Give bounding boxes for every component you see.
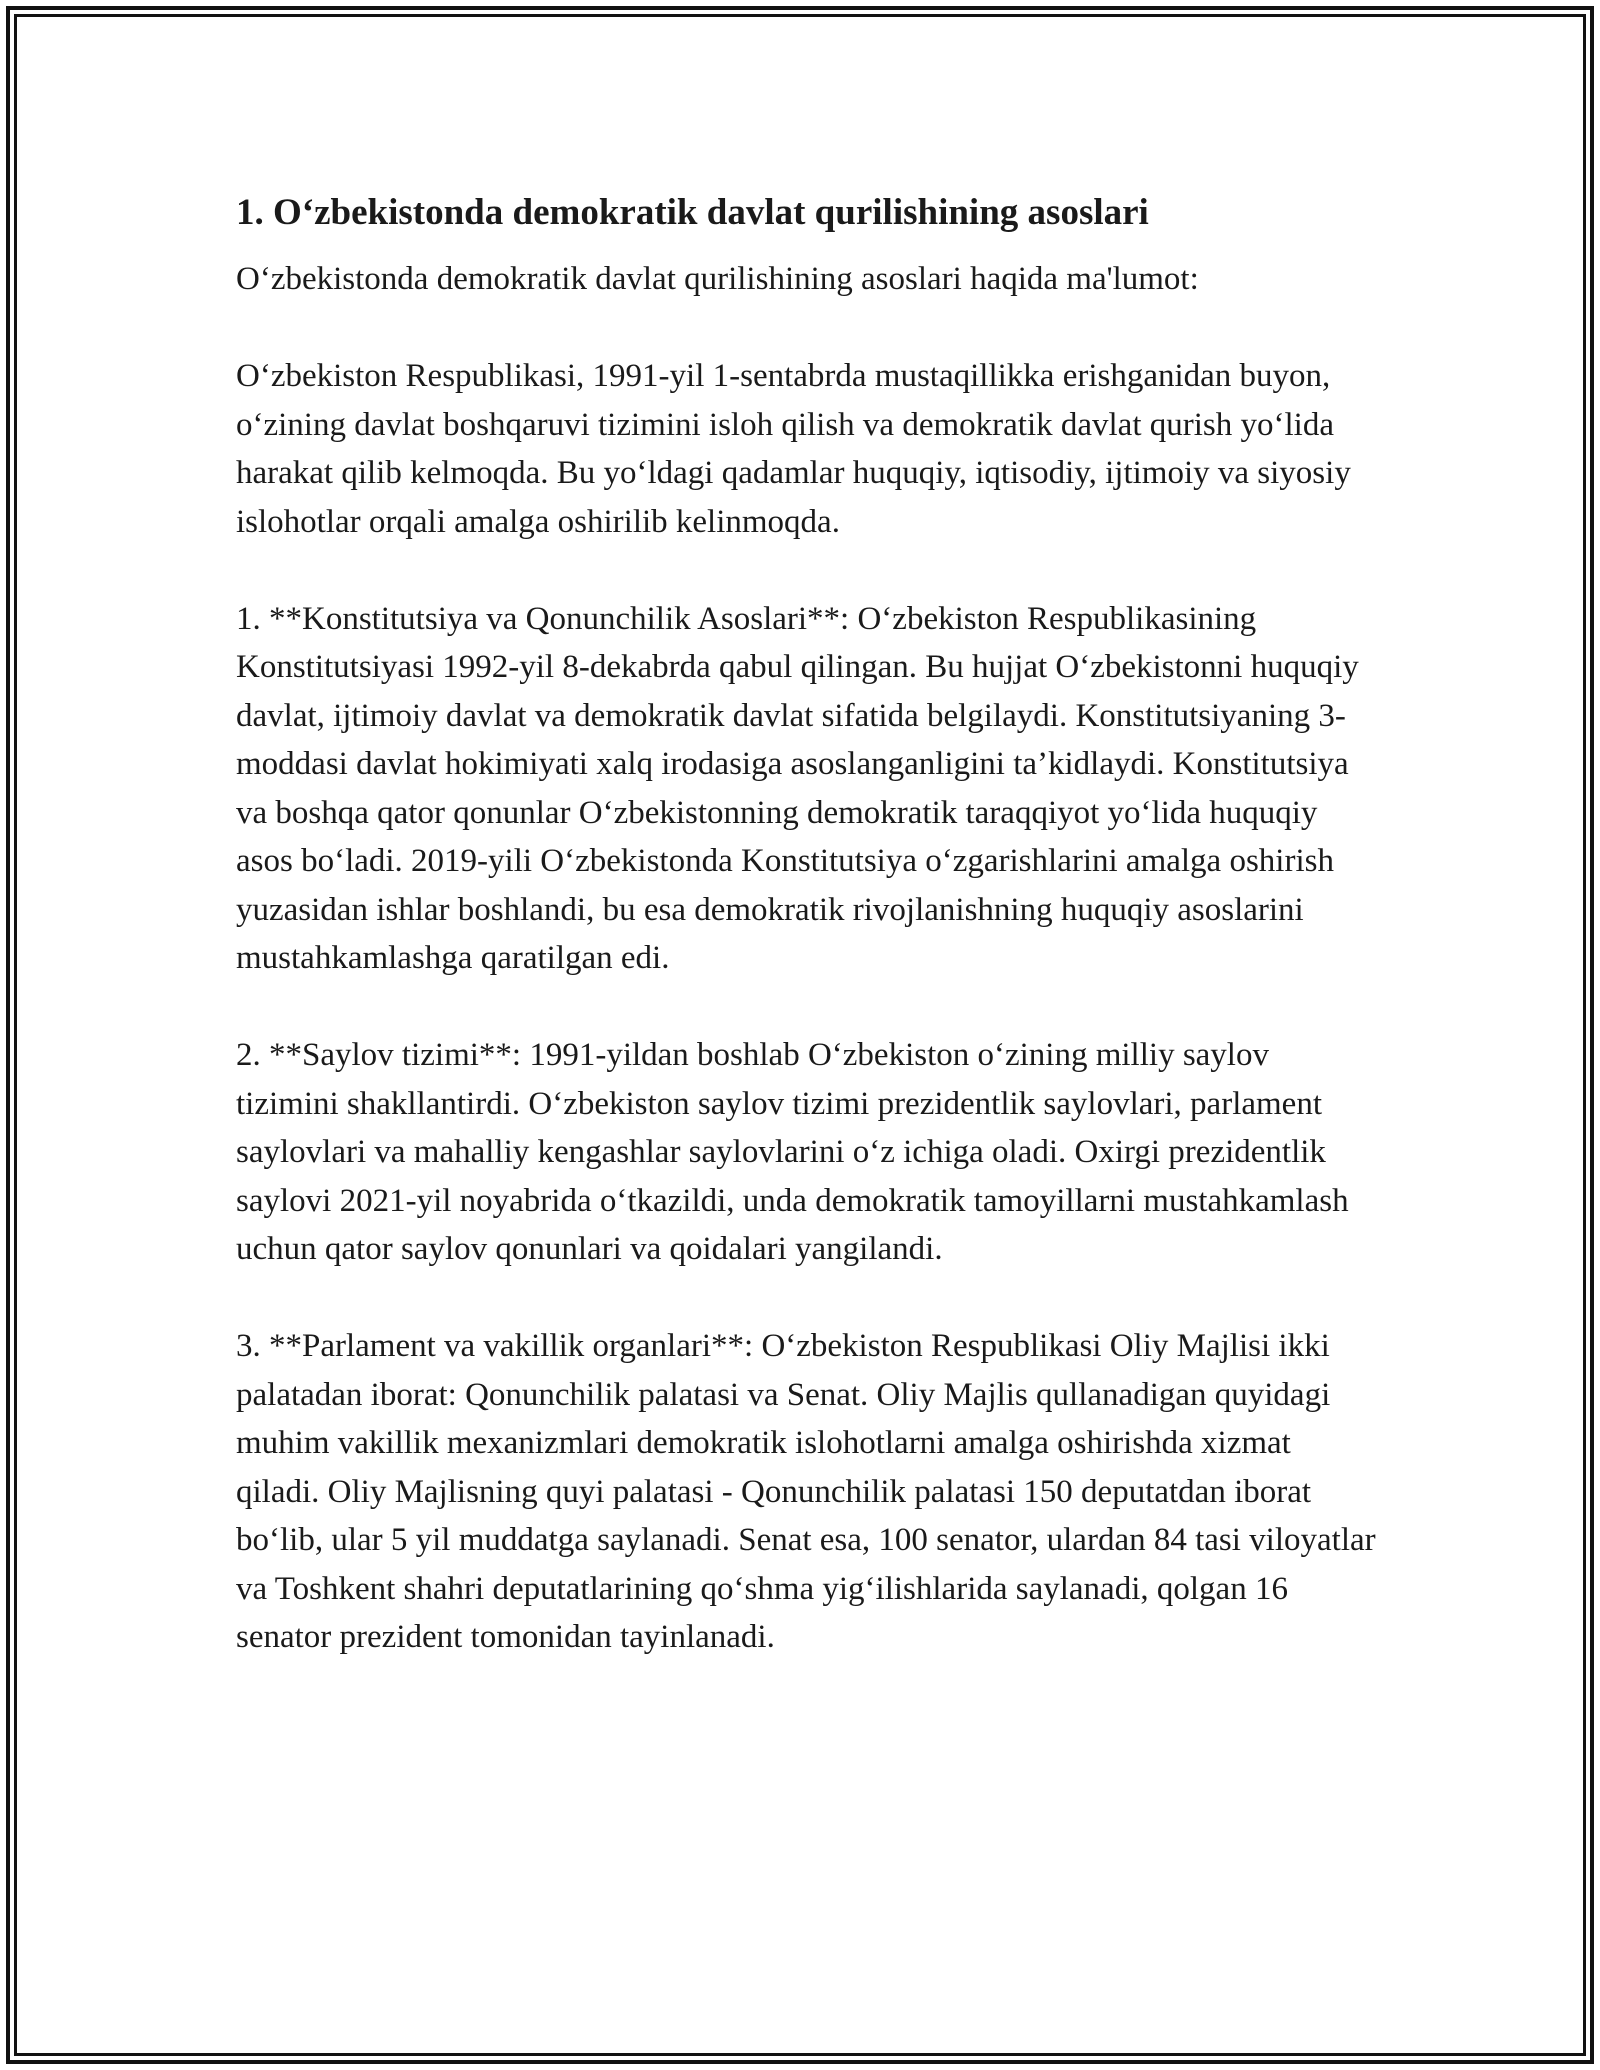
paragraph-overview: O‘zbekiston Respublikasi, 1991-yil 1-sentabrda mustaqillikka erishganidan buyon, o‘zining davlat boshqaruvi tizimini isloh qilish va demokratik davlat qurish yo‘lida harakat qilib kelmoqda. Bu yo‘ldagi qadamlar huquqiy, iqtisodiy, ijtimoiy va siyosiy islohotlar orqali amalga oshirilib kelinmoqda.	[236, 358, 1351, 540]
document-body	[236, 185, 1376, 1662]
document-title: 1. O‘zbekistonda demokratik davlat qurilishining asoslari	[236, 192, 1149, 233]
document-intro: O‘zbekistonda demokratik davlat qurilishining asoslari haqida ma'lumot:	[236, 261, 1199, 297]
paragraph-constitution: 1. **Konstitutsiya va Qonunchilik Asoslari**: O‘zbekiston Respublikasining Konstitutsiyasi 1992-yil 8-dekabrda qabul qilingan. Bu hujjat O‘zbekistonni huquqiy davlat, ijtimoiy davlat va demokratik davlat sifatida belgilaydi. Konstitutsiyaning 3-moddasi davlat hokimiyati xalq irodasiga asoslanganligini ta’kidlaydi. Konstitutsiya va boshqa qator qonunlar O‘zbekistonning demokratik taraqqiyot yo‘lida huquqiy asos bo‘ladi. 2019-yili O‘zbekistonda Konstitutsiya o‘zgarishlarini amalga oshirish yuzasidan ishlar boshlandi, bu esa demokratik rivojlanishning huquqiy asoslarini mustahkamlashga qaratilgan edi.	[236, 600, 1359, 976]
paragraph-electoral-system: 2. **Saylov tizimi**: 1991-yildan boshlab O‘zbekiston o‘zining milliy saylov tizimini shakllantirdi. O‘zbekiston saylov tizimi prezidentlik saylovlari, parlament saylovlari va mahalliy kengashlar saylovlarini o‘z ichiga oladi. Oxirgi prezidentlik saylovi 2021-yil noyabrida o‘tkazildi, unda demokratik tamoyillarni mustahkamlash uchun qator saylov qonunlari va qoidalari yangilandi.	[236, 1037, 1349, 1267]
paragraph-parliament: 3. **Parlament va vakillik organlari**: O‘zbekiston Respublikasi Oliy Majlisi ikki palatadan iborat: Qonunchilik palatasi va Senat. Oliy Majlis qullanadigan quyidagi muhim vakillik mexanizmlari demokratik islohotlarni amalga oshirishda xizmat qiladi. Oliy Majlisning quyi palatasi - Qonunchilik palatasi 150 deputatdan iborat bo‘lib, ular 5 yil muddatga saylanadi. Senat esa, 100 senator, ulardan 84 tasi viloyatlar va Toshkent shahri deputatlarining qo‘shma yig‘ilishlarida saylanadi, qolgan 16 senator prezident tomonidan tayinlanadi.	[236, 1328, 1376, 1655]
